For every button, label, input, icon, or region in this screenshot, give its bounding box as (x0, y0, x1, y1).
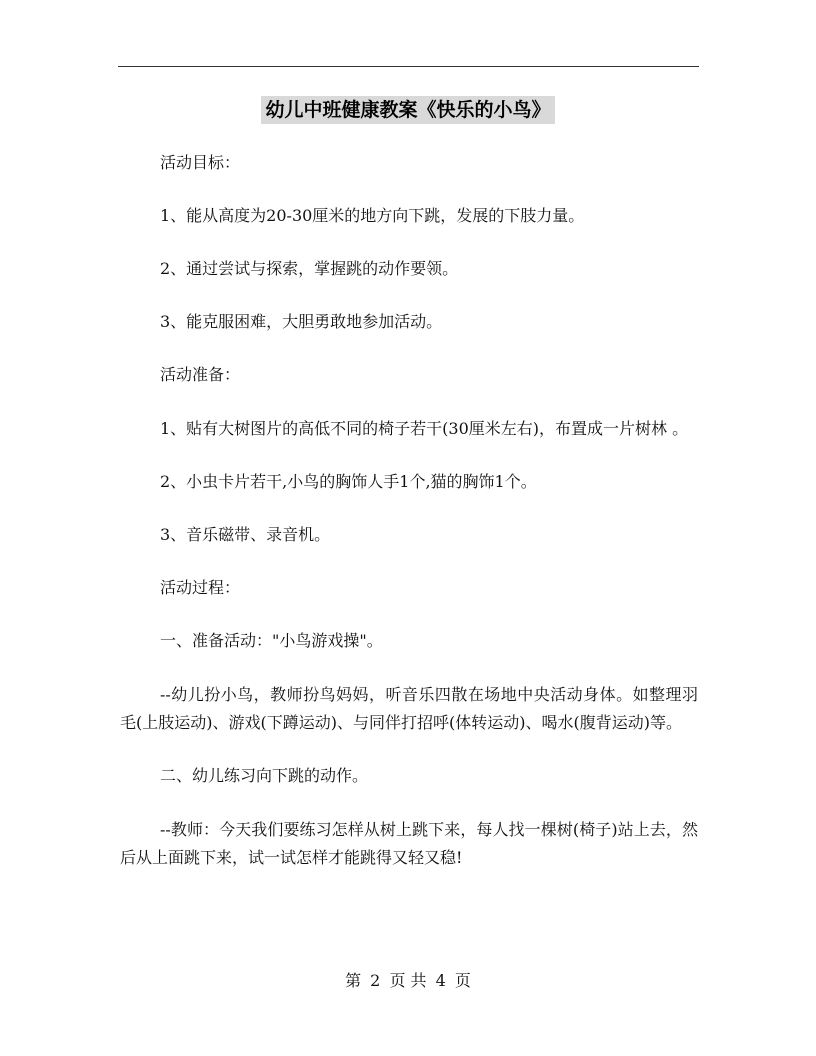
paragraph-process-step-2: 二、幼儿练习向下跳的动作。 (160, 766, 369, 785)
paragraph-process-heading: 活动过程： (160, 578, 241, 597)
document-body (120, 150, 698, 898)
paragraph-goal-3: 3、能克服困难，大胆勇敢地参加活动。 (160, 312, 443, 331)
paragraph-prep-1: 1、贴有大树图片的高低不同的椅子若干(30厘米左右)，布置成一片树林 。 (160, 419, 689, 438)
paragraph-goal-1: 1、能从高度为20-30厘米的地方向下跳，发展的下肢力量。 (160, 206, 585, 225)
footer-suffix: 页 (454, 971, 471, 990)
page-footer (0, 970, 816, 992)
footer-prefix: 第 (345, 971, 362, 990)
title-container (0, 96, 816, 124)
paragraph-goal-2: 2、通过尝试与探索，掌握跳的动作要领。 (160, 259, 459, 278)
paragraph-prep-3: 3、音乐磁带、录音机。 (160, 525, 331, 544)
paragraph-goals-heading: 活动目标： (160, 153, 241, 172)
footer-total-pages: 4 (435, 971, 446, 990)
header-rule (118, 66, 699, 67)
paragraph-process-step-2-detail: --教师：今天我们要练习怎样从树上跳下来，每人找一棵树(椅子)站上去，然后从上面跳下来，试一试怎样才能跳得又轻又稳! (120, 820, 698, 867)
paragraph-process-step-1-detail: --幼儿扮小鸟，教师扮鸟妈妈，听音乐四散在场地中央活动身体。如整理羽毛(上肢运动)、游戏(下蹲运动)、与同伴打招呼(体转运动)、喝水(腹背运动)等。 (120, 685, 698, 732)
footer-mid: 页 共 (389, 971, 427, 990)
footer-current-page: 2 (370, 971, 381, 990)
paragraph-prep-2: 2、小虫卡片若干,小鸟的胸饰人手1个,猫的胸饰1个。 (160, 472, 537, 491)
paragraph-process-step-1: 一、准备活动："小鸟游戏操"。 (160, 631, 383, 650)
paragraph-prep-heading: 活动准备： (160, 365, 241, 384)
document-title: 幼儿中班健康教案《快乐的小鸟》 (261, 96, 554, 124)
